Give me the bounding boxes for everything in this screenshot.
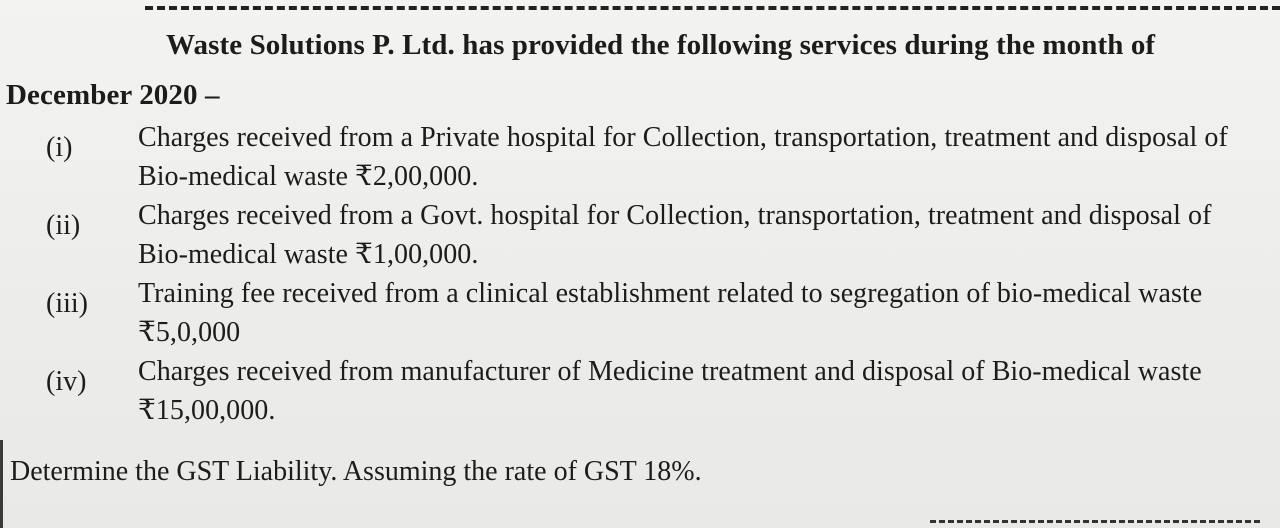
services-list: [0, 118, 1270, 430]
list-item: [0, 274, 1270, 352]
item-number: (i): [46, 132, 73, 163]
list-item: [0, 352, 1270, 430]
item-number: (ii): [46, 210, 81, 241]
item-text: Charges received from a Govt. hospital for Collection, transportation, treatment and disposal of Bio-medical waste ₹1,00,000.: [138, 200, 1212, 270]
left-edge-line: [0, 440, 3, 528]
question-text: Determine the GST Liability. Assuming the rate of GST 18%.: [10, 456, 702, 487]
list-item: [0, 196, 1270, 274]
item-text: Training fee received from a clinical establishment related to segregation of bio-medical waste ₹5,0,000: [138, 278, 1203, 348]
bottom-dashed-rule: [930, 520, 1260, 523]
list-item: [0, 118, 1270, 196]
top-dashed-rule: [145, 6, 1280, 10]
intro-paragraph: Waste Solutions P. Ltd. has provided the following services during the month of December 2020 –: [6, 29, 1156, 111]
item-text: Charges received from manufacturer of Medicine treatment and disposal of Bio-medical waste ₹15,00,000.: [138, 356, 1202, 426]
item-number: (iv): [46, 366, 87, 397]
item-text: Charges received from a Private hospital for Collection, transportation, treatment and disposal of Bio-medical waste ₹2,00,000.: [138, 122, 1228, 192]
item-number: (iii): [46, 288, 88, 319]
